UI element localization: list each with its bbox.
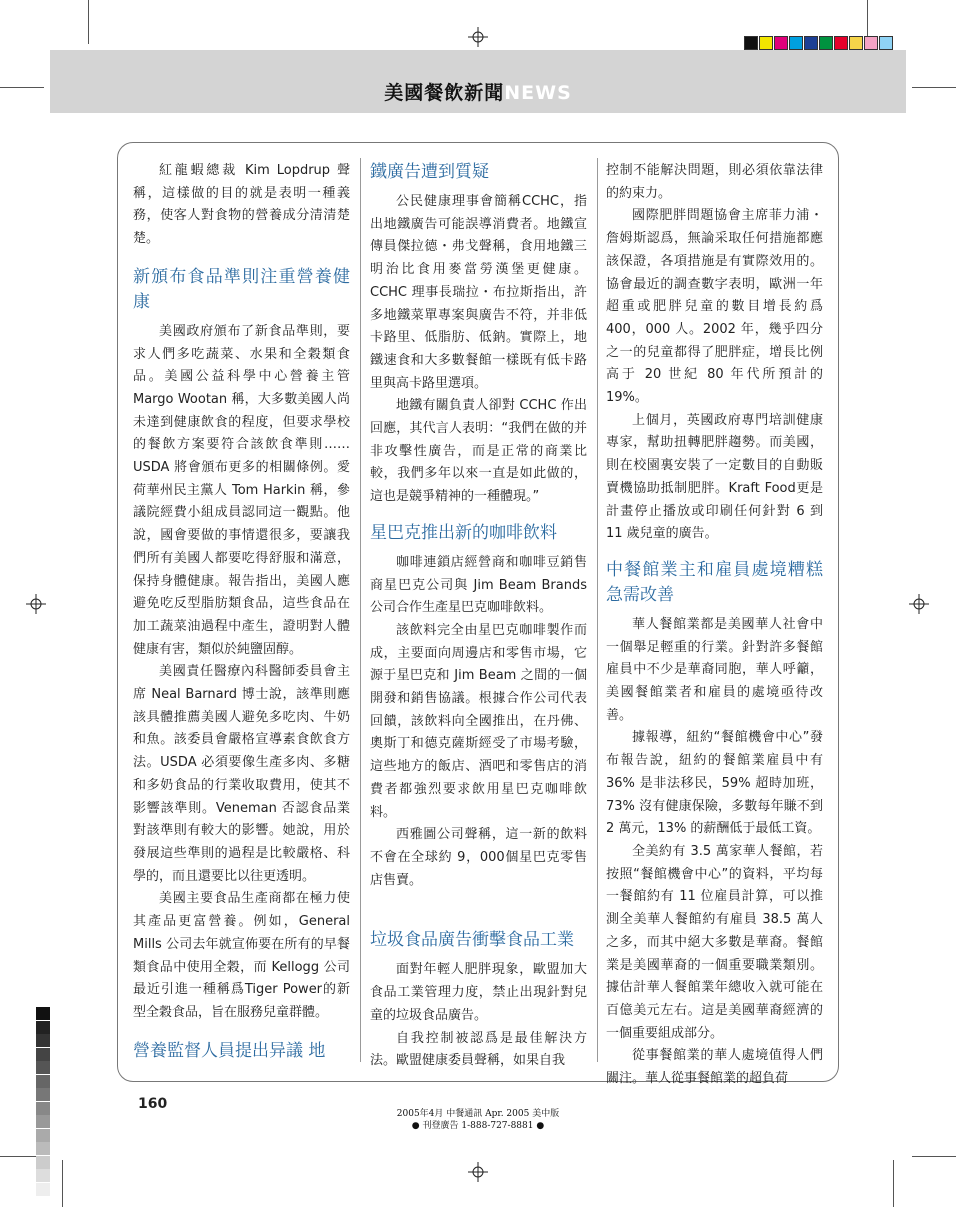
paragraph: 國際肥胖問題協會主席菲力浦・詹姆斯認爲，無論采取任何措施都應該保證，各項措施是有實際效用的。協會最近的調查數字表明，歐洲一年超重或肥胖兒童的數目增長約爲 400，000 人。2002 年，幾乎四分之一的兒童都得了肥胖症，增長比例高于 20 世紀 80 年代所預計的 19%。 bbox=[606, 208, 823, 406]
grey-scale-step bbox=[36, 1183, 50, 1196]
color-swatch bbox=[804, 36, 818, 50]
grey-scale-step bbox=[36, 1169, 50, 1182]
grey-scale-step bbox=[36, 1021, 50, 1034]
color-swatch bbox=[759, 36, 773, 50]
color-swatch bbox=[879, 36, 893, 50]
grey-scale-step bbox=[36, 1142, 50, 1155]
paragraph: 全美約有 3.5 萬家華人餐館，若按照“餐館機會中心”的資料，平均每一餐館約有 11 位雇員計算，可以推測全美華人餐館約有雇員 38.5 萬人之多，而其中絕大多數是華裔。餐館業是美國華裔的一個重要職業類別。據估計華人餐館業年總收入就可能在百億美元左右。這是美國華裔經濟的一個重要組成部分。 bbox=[606, 843, 823, 1041]
footer-ad-line: ● 刊登廣告 1-888-727-8881 ● bbox=[411, 1121, 545, 1131]
footer-publication-line: 2005年4月 中餐通訊 Apr. 2005 美中版 bbox=[396, 1109, 560, 1119]
paragraph: 西雅圖公司聲稱，這一新的飲料不會在全球約 9，000個星巴克零售店售賣。 bbox=[370, 827, 587, 888]
section-heading: 鐵廣告遭到質疑 bbox=[370, 162, 489, 182]
grey-scale-step bbox=[36, 1007, 50, 1020]
paragraph: 地鐵有關負責人卻對 CCHC 作出回應，其代言人表明：“我們在做的并非攻擊性廣告，而是正常的商業比較，我們多年以來一直是如此做的，這也是競爭精神的一種體現。” bbox=[370, 398, 587, 505]
grey-scale-step bbox=[36, 1075, 50, 1088]
spacer bbox=[370, 892, 587, 922]
paragraph: 華人餐館業都是美國華人社會中一個舉足輕重的行業。針對許多餐館雇員中不少是華裔同胞，華人呼籲，美國餐館業者和雇員的處境亟待改善。 bbox=[606, 616, 823, 723]
paragraph: 紅龍蝦總裁 Kim Lopdrup 聲稱，這樣做的目的就是表明一種義務，使客人對食物的營養成分清清楚楚。 bbox=[133, 163, 350, 247]
section-heading: 星巴克推出新的咖啡飲料 bbox=[370, 522, 557, 543]
color-swatch bbox=[744, 36, 758, 50]
color-swatch bbox=[849, 36, 863, 50]
paragraph: 自我控制被認爲是最佳解決方法。歐盟健康委員聲稱，如果自我 bbox=[370, 1030, 587, 1069]
paragraph: 咖啡連鎖店經營商和咖啡豆銷售商星巴克公司與 Jim Beam Brands 公司合作生產星巴克咖啡飲料。 bbox=[370, 554, 587, 616]
paragraph: 面對年輕人肥胖現象，歐盟加大食品工業管理力度，禁止出現針對兒童的垃圾食品廣告。 bbox=[370, 962, 587, 1023]
paragraph: 美國主要食品生產商都在極力使其產品更富營養。例如，General Mills 公司去年就宣佈要在所有的早餐類食品中使用全穀，而 Kellogg 公司最近引進一種稱爲Tiger Power的新型全穀食品，旨在服務兒童群體。 bbox=[133, 891, 350, 1020]
grey-scale-step bbox=[36, 1061, 50, 1074]
color-swatch bbox=[819, 36, 833, 50]
grey-scale-step bbox=[36, 1048, 50, 1061]
grey-scale-step bbox=[36, 1088, 50, 1101]
page-number: 160 bbox=[138, 1096, 168, 1112]
paragraph: 美國政府頒布了新食品準則，要求人們多吃蔬菜、水果和全穀類食品。美國公益科學中心營養主管 Margo Wootan 稱，大多數美國人尚未達到健康飲食的程度，但要求學校的餐飲方案要符合該飲食準則…… USDA 將會頒布更多的相關條例。愛荷華州民主黨人 Tom Harkin 稱，參議院經費小組成員認同這一觀點。他說，國會要做的事情還很多，要讓我們所有美國人都要吃得舒服和滿意，保持身體健康。報告指出，美國人應避免吃反型脂肪類食品，這些食品在加工蔬菜油過程中產生，證明對人體健康有害，類似於純鹽固醇。 bbox=[133, 323, 350, 657]
grey-scale-step bbox=[36, 1156, 50, 1169]
registration-crosshair-icon bbox=[909, 594, 929, 614]
section-heading: 新頒布食品準則注重營養健康 bbox=[133, 266, 350, 312]
paragraph: 公民健康理事會簡稱CCHC，指出地鐵廣告可能誤導消費者。地鐵宣傳員傑拉德・弗戈聲稱，食用地鐵三明治比食用麥當勞漢堡更健康。CCHC 理事長瑞拉・布拉斯指出，許多地鐵菜單專案與廣告不符，并非低卡路里、低脂肪、低鈉。實際上，地鐵速食和大多數餐館一樣既有低卡路里與高卡路里選項。 bbox=[370, 194, 587, 391]
paragraph: 從事餐館業的華人處境值得人們關注。華人從事餐館業的超負荷 bbox=[606, 1048, 823, 1087]
registration-crosshair-icon bbox=[468, 1162, 488, 1182]
section-heading: 垃圾食品廣告衝擊食品工業 bbox=[370, 930, 574, 951]
paragraph: 控制不能解決問題，則必須依靠法律的約束力。 bbox=[606, 163, 823, 201]
color-swatch bbox=[789, 36, 803, 50]
color-calibration-strip bbox=[744, 36, 894, 50]
article-column-3 bbox=[606, 160, 823, 1091]
masthead-title: 美國餐飲新聞 bbox=[384, 82, 505, 104]
section-heading: 中餐館業主和雇員處境糟糕急需改善 bbox=[606, 559, 823, 605]
article-column-1 bbox=[133, 160, 350, 1070]
color-swatch bbox=[774, 36, 788, 50]
registration-crosshair-icon bbox=[26, 594, 46, 614]
color-swatch bbox=[834, 36, 848, 50]
paragraph: 上個月，英國政府專門培訓健康專家，幫助扭轉肥胖趨勢。而美國，則在校園裏安裝了一定數目的自動販賣機協助抵制肥胖。Kraft Food更是計畫停止播放或印刷任何針對 6 到 11 歲兒童的廣告。 bbox=[606, 412, 823, 542]
section-heading: 營養監督人員提出异議 地 bbox=[133, 1040, 326, 1061]
crop-mark bbox=[62, 1160, 63, 1207]
paragraph: 美國責任醫療內科醫師委員會主席 Neal Barnard 博士說，該準則應該具體推薦美國人避免多吃肉、牛奶和魚。該委員會嚴格宣導素食飲食方法。USDA 必須要像生產多肉、多糖和多奶食品的行業收取費用，使其不影響該準則。Veneman 否認食品業對該準則有較大的影響。她說，用於發展這些準則的過程是比較嚴格、科學的，而且還要比以往更透明。 bbox=[133, 664, 350, 884]
column-divider bbox=[597, 158, 598, 1062]
paragraph: 據報導，紐約“餐館機會中心”發布報告說，紐約的餐館業雇員中有 36% 是非法移民，59% 超時加班，73% 沒有健康保險，多數每年賺不到 2 萬元，13% 的薪酬低于最低工資。 bbox=[606, 730, 823, 837]
crop-mark bbox=[893, 1160, 894, 1207]
paragraph: 該飲料完全由星巴克咖啡製作而成，主要面向周邊店和零售市場，它源于星巴克和 Jim Beam 之間的一個開發和銷售協議。根據合作公司代表回饋，該飲料向全國推出，在丹佛、奧斯丁和德克薩斯經受了市場考驗，這些地方的飯店、酒吧和零售店的消費者都強烈要求飲用星巴克咖啡飲料。 bbox=[370, 622, 587, 820]
masthead-news: NEWS bbox=[504, 82, 572, 104]
column-divider bbox=[360, 158, 361, 1062]
article-column-2 bbox=[370, 160, 587, 1073]
masthead bbox=[0, 78, 956, 105]
registration-crosshair-icon bbox=[468, 27, 488, 47]
crop-mark bbox=[912, 1156, 956, 1157]
crop-mark bbox=[88, 0, 89, 44]
color-swatch bbox=[864, 36, 878, 50]
grey-scale-step bbox=[36, 1034, 50, 1047]
